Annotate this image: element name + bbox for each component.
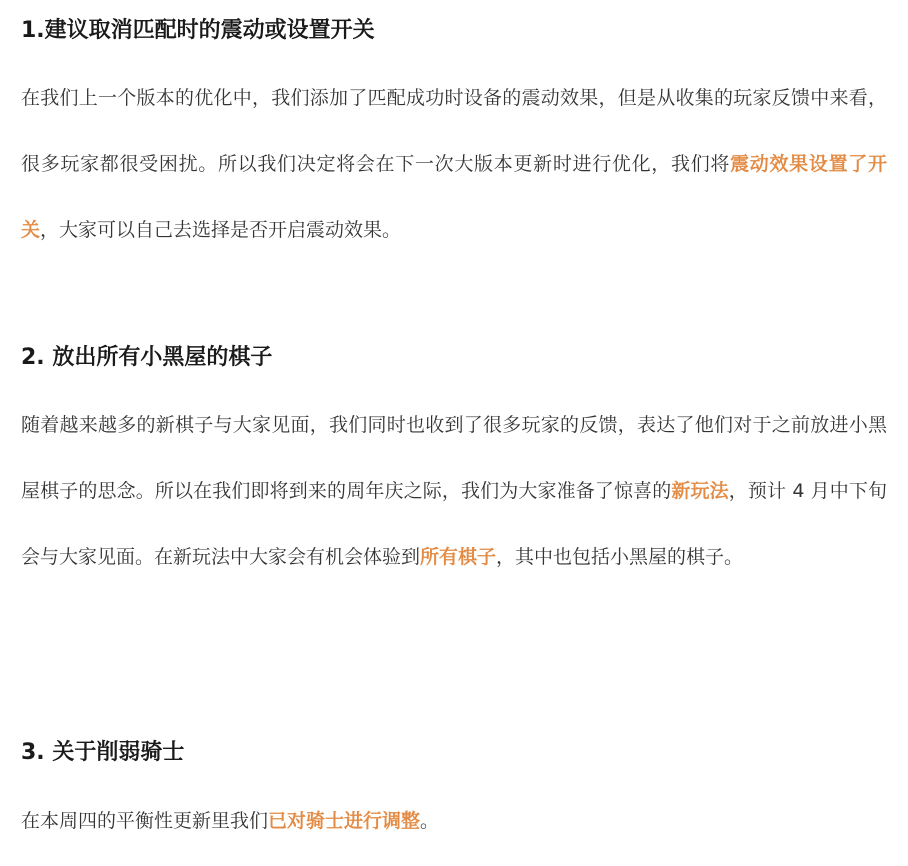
section-3-heading: 3. 关于削弱骑士: [21, 740, 185, 765]
section-2-text-1: 随着越来越多的新棋子与大家见面，我们同时也收到了很多玩家的反馈，表达了他们对于之前放进小黑屋棋子的思念。所以在我们即将到来的周年庆之际，我们为大家准备了惊喜的: [21, 414, 887, 502]
section-2-paragraph: [21, 392, 887, 590]
section-3-highlight-knight-adjusted: 已对骑士进行调整: [268, 810, 421, 832]
section-1-paragraph: [21, 65, 887, 263]
section-2-highlight-new-mode: 新玩法: [671, 480, 729, 502]
section-3-paragraph: [21, 788, 887, 854]
section-1-heading: 1.建议取消匹配时的震动或设置开关: [21, 18, 375, 43]
section-1-text-1: 在我们上一个版本的优化中，我们添加了匹配成功时设备的震动效果，但是从收集的玩家反馈中来看，很多玩家都很受困扰。所以我们决定将会在下一次大版本更新时进行优化，我们将: [21, 87, 887, 175]
section-1-text-2: ，大家可以自己去选择是否开启震动效果。: [40, 219, 402, 241]
section-2-text-2: ，预计 4 月中下旬会与大家见面。在新玩法中大家会有机会体验到: [21, 480, 887, 568]
section-1-highlight-vibration-toggle: 震动效果设置了开关: [21, 153, 887, 241]
section-2-highlight-all-pieces: 所有棋子: [420, 546, 497, 568]
section-3-text-2: 。: [420, 810, 440, 832]
section-3-text-1: 在本周四的平衡性更新里我们: [21, 810, 269, 832]
section-2-heading: 2. 放出所有小黑屋的棋子: [21, 345, 273, 370]
section-2-text-3: ，其中也包括小黑屋的棋子。: [496, 546, 744, 568]
